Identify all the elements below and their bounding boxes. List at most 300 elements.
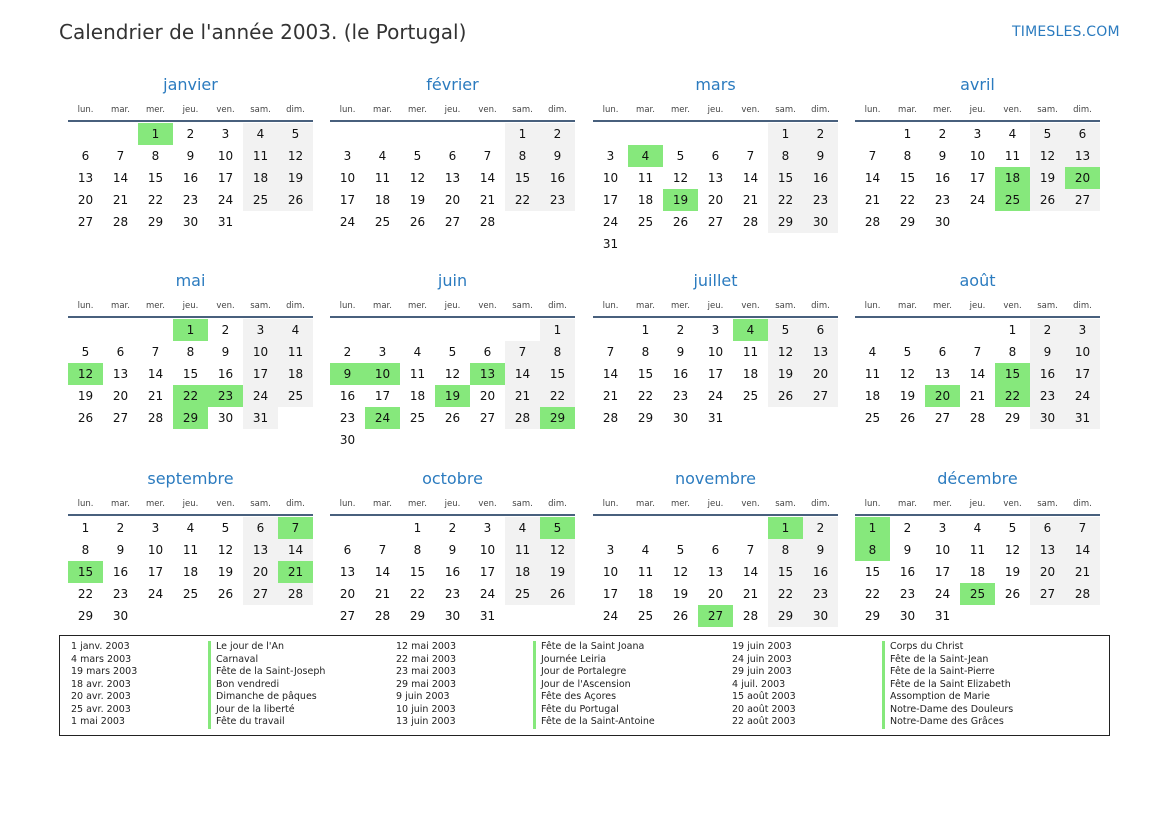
day-cell[interactable]: 7 — [1065, 517, 1100, 539]
day-cell[interactable]: 6 — [711, 543, 720, 557]
day-cell[interactable]: 31 — [217, 215, 234, 229]
day-cell[interactable]: 10 — [602, 565, 619, 579]
holiday-day[interactable]: 20 — [925, 385, 960, 407]
day-cell[interactable]: 16 — [934, 171, 951, 185]
day-cell[interactable]: 4 — [413, 345, 422, 359]
day-cell[interactable]: 17 — [479, 565, 496, 579]
day-cell[interactable]: 27 — [243, 583, 278, 605]
day-cell[interactable]: 8 — [768, 539, 803, 561]
day-cell[interactable]: 16 — [1030, 363, 1065, 385]
day-cell[interactable]: 7 — [973, 345, 982, 359]
holiday-day[interactable]: 19 — [663, 189, 698, 211]
day-cell[interactable]: 7 — [746, 543, 755, 557]
holiday-day[interactable]: 25 — [960, 583, 995, 605]
day-cell[interactable]: 15 — [768, 167, 803, 189]
day-cell[interactable]: 24 — [1065, 385, 1100, 407]
day-cell[interactable]: 1 — [768, 123, 803, 145]
day-cell[interactable]: 6 — [116, 345, 125, 359]
day-cell[interactable]: 18 — [243, 167, 278, 189]
day-cell[interactable]: 30 — [803, 605, 838, 627]
day-cell[interactable]: 22 — [864, 587, 881, 601]
holiday-day[interactable]: 5 — [540, 517, 575, 539]
day-cell[interactable]: 24 — [602, 215, 619, 229]
day-cell[interactable]: 27 — [707, 215, 724, 229]
day-cell[interactable]: 14 — [969, 367, 986, 381]
day-cell[interactable]: 2 — [938, 127, 947, 141]
day-cell[interactable]: 31 — [707, 411, 724, 425]
day-cell[interactable]: 10 — [707, 345, 724, 359]
day-cell[interactable]: 12 — [217, 543, 234, 557]
day-cell[interactable]: 13 — [707, 171, 724, 185]
day-cell[interactable]: 23 — [899, 587, 916, 601]
day-cell[interactable]: 21 — [505, 385, 540, 407]
day-cell[interactable]: 21 — [742, 193, 759, 207]
day-cell[interactable]: 5 — [81, 345, 90, 359]
day-cell[interactable]: 23 — [444, 587, 461, 601]
day-cell[interactable]: 28 — [505, 407, 540, 429]
day-cell[interactable]: 15 — [409, 565, 426, 579]
day-cell[interactable]: 28 — [969, 411, 986, 425]
day-cell[interactable]: 15 — [147, 171, 164, 185]
day-cell[interactable]: 7 — [505, 341, 540, 363]
day-cell[interactable]: 26 — [899, 411, 916, 425]
day-cell[interactable]: 20 — [444, 193, 461, 207]
day-cell[interactable]: 14 — [147, 367, 164, 381]
day-cell[interactable]: 28 — [742, 609, 759, 623]
day-cell[interactable]: 22 — [505, 189, 540, 211]
day-cell[interactable]: 16 — [112, 565, 129, 579]
day-cell[interactable]: 8 — [641, 345, 650, 359]
day-cell[interactable]: 11 — [969, 543, 986, 557]
holiday-day[interactable]: 21 — [278, 561, 313, 583]
day-cell[interactable]: 15 — [637, 367, 654, 381]
day-cell[interactable]: 25 — [637, 215, 654, 229]
day-cell[interactable]: 23 — [112, 587, 129, 601]
day-cell[interactable]: 16 — [899, 565, 916, 579]
holiday-day[interactable]: 10 — [365, 363, 400, 385]
holiday-day[interactable]: 4 — [628, 145, 663, 167]
day-cell[interactable]: 17 — [339, 193, 356, 207]
day-cell[interactable]: 12 — [409, 171, 426, 185]
day-cell[interactable]: 7 — [151, 345, 160, 359]
day-cell[interactable]: 17 — [147, 565, 164, 579]
day-cell[interactable]: 30 — [672, 411, 689, 425]
day-cell[interactable]: 25 — [243, 189, 278, 211]
day-cell[interactable]: 17 — [1065, 363, 1100, 385]
holiday-day[interactable]: 1 — [138, 123, 173, 145]
day-cell[interactable]: 27 — [1065, 189, 1100, 211]
day-cell[interactable]: 24 — [602, 609, 619, 623]
day-cell[interactable]: 17 — [969, 171, 986, 185]
day-cell[interactable]: 5 — [676, 149, 685, 163]
holiday-day[interactable]: 22 — [995, 385, 1030, 407]
day-cell[interactable]: 21 — [374, 587, 391, 601]
day-cell[interactable]: 30 — [182, 215, 199, 229]
day-cell[interactable]: 11 — [864, 367, 881, 381]
day-cell[interactable]: 19 — [278, 167, 313, 189]
day-cell[interactable]: 4 — [378, 149, 387, 163]
day-cell[interactable]: 30 — [899, 609, 916, 623]
day-cell[interactable]: 3 — [606, 149, 615, 163]
day-cell[interactable]: 16 — [444, 565, 461, 579]
day-cell[interactable]: 11 — [374, 171, 391, 185]
day-cell[interactable]: 4 — [243, 123, 278, 145]
holiday-day[interactable]: 20 — [1065, 167, 1100, 189]
day-cell[interactable]: 26 — [540, 583, 575, 605]
day-cell[interactable]: 14 — [602, 367, 619, 381]
day-cell[interactable]: 3 — [1065, 319, 1100, 341]
day-cell[interactable]: 17 — [374, 389, 391, 403]
day-cell[interactable]: 17 — [243, 363, 278, 385]
day-cell[interactable]: 4 — [186, 521, 195, 535]
day-cell[interactable]: 29 — [409, 609, 426, 623]
day-cell[interactable]: 17 — [934, 565, 951, 579]
day-cell[interactable]: 26 — [672, 215, 689, 229]
day-cell[interactable]: 8 — [903, 149, 912, 163]
day-cell[interactable]: 24 — [479, 587, 496, 601]
day-cell[interactable]: 29 — [899, 215, 916, 229]
day-cell[interactable]: 2 — [903, 521, 912, 535]
day-cell[interactable]: 27 — [339, 609, 356, 623]
day-cell[interactable]: 19 — [1030, 167, 1065, 189]
day-cell[interactable]: 12 — [672, 565, 689, 579]
day-cell[interactable]: 14 — [505, 363, 540, 385]
day-cell[interactable]: 5 — [278, 123, 313, 145]
day-cell[interactable]: 7 — [606, 345, 615, 359]
day-cell[interactable]: 31 — [934, 609, 951, 623]
day-cell[interactable]: 21 — [1065, 561, 1100, 583]
day-cell[interactable]: 3 — [938, 521, 947, 535]
day-cell[interactable]: 2 — [540, 123, 575, 145]
day-cell[interactable]: 22 — [540, 385, 575, 407]
day-cell[interactable]: 9 — [186, 149, 195, 163]
day-cell[interactable]: 18 — [637, 193, 654, 207]
day-cell[interactable]: 18 — [637, 587, 654, 601]
day-cell[interactable]: 8 — [186, 345, 195, 359]
day-cell[interactable]: 17 — [217, 171, 234, 185]
holiday-day[interactable]: 7 — [278, 517, 313, 539]
day-cell[interactable]: 13 — [77, 171, 94, 185]
day-cell[interactable]: 22 — [899, 193, 916, 207]
day-cell[interactable]: 14 — [742, 565, 759, 579]
day-cell[interactable]: 19 — [672, 587, 689, 601]
day-cell[interactable]: 19 — [540, 561, 575, 583]
day-cell[interactable]: 4 — [505, 517, 540, 539]
day-cell[interactable]: 7 — [116, 149, 125, 163]
day-cell[interactable]: 6 — [243, 517, 278, 539]
day-cell[interactable]: 10 — [1065, 341, 1100, 363]
day-cell[interactable]: 17 — [602, 587, 619, 601]
day-cell[interactable]: 8 — [413, 543, 422, 557]
day-cell[interactable]: 13 — [444, 171, 461, 185]
day-cell[interactable]: 7 — [378, 543, 387, 557]
day-cell[interactable]: 13 — [1030, 539, 1065, 561]
day-cell[interactable]: 19 — [768, 363, 803, 385]
day-cell[interactable]: 26 — [768, 385, 803, 407]
day-cell[interactable]: 18 — [505, 561, 540, 583]
day-cell[interactable]: 3 — [243, 319, 278, 341]
day-cell[interactable]: 12 — [278, 145, 313, 167]
day-cell[interactable]: 13 — [112, 367, 129, 381]
day-cell[interactable]: 9 — [903, 543, 912, 557]
day-cell[interactable]: 28 — [112, 215, 129, 229]
day-cell[interactable]: 9 — [938, 149, 947, 163]
day-cell[interactable]: 24 — [934, 587, 951, 601]
day-cell[interactable]: 26 — [409, 215, 426, 229]
day-cell[interactable]: 27 — [112, 411, 129, 425]
day-cell[interactable]: 3 — [483, 521, 492, 535]
day-cell[interactable]: 9 — [676, 345, 685, 359]
day-cell[interactable]: 28 — [278, 583, 313, 605]
day-cell[interactable]: 5 — [448, 345, 457, 359]
day-cell[interactable]: 9 — [221, 345, 230, 359]
day-cell[interactable]: 21 — [969, 389, 986, 403]
day-cell[interactable]: 21 — [112, 193, 129, 207]
holiday-day[interactable]: 1 — [768, 517, 803, 539]
holiday-day[interactable]: 15 — [68, 561, 103, 583]
day-cell[interactable]: 18 — [864, 389, 881, 403]
day-cell[interactable]: 28 — [479, 215, 496, 229]
day-cell[interactable]: 22 — [77, 587, 94, 601]
day-cell[interactable]: 6 — [1030, 517, 1065, 539]
day-cell[interactable]: 3 — [606, 543, 615, 557]
day-cell[interactable]: 16 — [672, 367, 689, 381]
day-cell[interactable]: 4 — [278, 319, 313, 341]
day-cell[interactable]: 17 — [602, 193, 619, 207]
day-cell[interactable]: 15 — [182, 367, 199, 381]
day-cell[interactable]: 28 — [742, 215, 759, 229]
day-cell[interactable]: 1 — [641, 323, 650, 337]
day-cell[interactable]: 13 — [243, 539, 278, 561]
day-cell[interactable]: 3 — [711, 323, 720, 337]
day-cell[interactable]: 8 — [151, 149, 160, 163]
day-cell[interactable]: 4 — [973, 521, 982, 535]
day-cell[interactable]: 30 — [112, 609, 129, 623]
day-cell[interactable]: 17 — [707, 367, 724, 381]
day-cell[interactable]: 26 — [444, 411, 461, 425]
day-cell[interactable]: 5 — [1008, 521, 1017, 535]
day-cell[interactable]: 27 — [77, 215, 94, 229]
day-cell[interactable]: 2 — [803, 123, 838, 145]
day-cell[interactable]: 26 — [217, 587, 234, 601]
day-cell[interactable]: 2 — [343, 345, 352, 359]
day-cell[interactable]: 22 — [147, 193, 164, 207]
day-cell[interactable]: 1 — [540, 319, 575, 341]
day-cell[interactable]: 21 — [147, 389, 164, 403]
day-cell[interactable]: 25 — [637, 609, 654, 623]
day-cell[interactable]: 4 — [641, 543, 650, 557]
day-cell[interactable]: 14 — [112, 171, 129, 185]
day-cell[interactable]: 11 — [505, 539, 540, 561]
day-cell[interactable]: 29 — [768, 605, 803, 627]
day-cell[interactable]: 11 — [409, 367, 426, 381]
day-cell[interactable]: 22 — [637, 389, 654, 403]
holiday-day[interactable]: 4 — [733, 319, 768, 341]
day-cell[interactable]: 20 — [243, 561, 278, 583]
day-cell[interactable]: 6 — [938, 345, 947, 359]
day-cell[interactable]: 24 — [243, 385, 278, 407]
day-cell[interactable]: 25 — [278, 385, 313, 407]
day-cell[interactable]: 7 — [483, 149, 492, 163]
day-cell[interactable]: 6 — [1065, 123, 1100, 145]
day-cell[interactable]: 26 — [1030, 189, 1065, 211]
day-cell[interactable]: 21 — [479, 193, 496, 207]
day-cell[interactable]: 16 — [803, 167, 838, 189]
day-cell[interactable]: 14 — [374, 565, 391, 579]
day-cell[interactable]: 25 — [864, 411, 881, 425]
day-cell[interactable]: 8 — [768, 145, 803, 167]
day-cell[interactable]: 28 — [864, 215, 881, 229]
day-cell[interactable]: 28 — [374, 609, 391, 623]
day-cell[interactable]: 30 — [934, 215, 951, 229]
day-cell[interactable]: 24 — [217, 193, 234, 207]
day-cell[interactable]: 30 — [444, 609, 461, 623]
day-cell[interactable]: 2 — [221, 323, 230, 337]
day-cell[interactable]: 25 — [374, 215, 391, 229]
day-cell[interactable]: 3 — [221, 127, 230, 141]
day-cell[interactable]: 22 — [768, 583, 803, 605]
day-cell[interactable]: 7 — [746, 149, 755, 163]
day-cell[interactable]: 29 — [864, 609, 881, 623]
day-cell[interactable]: 10 — [934, 543, 951, 557]
day-cell[interactable]: 23 — [934, 193, 951, 207]
day-cell[interactable]: 10 — [147, 543, 164, 557]
day-cell[interactable]: 30 — [217, 411, 234, 425]
day-cell[interactable]: 23 — [182, 193, 199, 207]
day-cell[interactable]: 15 — [864, 565, 881, 579]
day-cell[interactable]: 28 — [147, 411, 164, 425]
holiday-day[interactable]: 9 — [330, 363, 365, 385]
day-cell[interactable]: 5 — [903, 345, 912, 359]
day-cell[interactable]: 1 — [505, 123, 540, 145]
holiday-day[interactable]: 25 — [995, 189, 1030, 211]
day-cell[interactable]: 12 — [444, 367, 461, 381]
day-cell[interactable]: 19 — [899, 389, 916, 403]
day-cell[interactable]: 16 — [182, 171, 199, 185]
day-cell[interactable]: 10 — [602, 171, 619, 185]
day-cell[interactable]: 6 — [448, 149, 457, 163]
day-cell[interactable]: 14 — [1065, 539, 1100, 561]
day-cell[interactable]: 11 — [1004, 149, 1021, 163]
day-cell[interactable]: 9 — [116, 543, 125, 557]
day-cell[interactable]: 21 — [742, 587, 759, 601]
day-cell[interactable]: 20 — [803, 363, 838, 385]
holiday-day[interactable]: 24 — [365, 407, 400, 429]
day-cell[interactable]: 16 — [339, 389, 356, 403]
day-cell[interactable]: 25 — [409, 411, 426, 425]
day-cell[interactable]: 29 — [147, 215, 164, 229]
day-cell[interactable]: 18 — [969, 565, 986, 579]
day-cell[interactable]: 3 — [378, 345, 387, 359]
day-cell[interactable]: 23 — [540, 189, 575, 211]
day-cell[interactable]: 12 — [768, 341, 803, 363]
day-cell[interactable]: 31 — [602, 237, 619, 251]
day-cell[interactable]: 8 — [540, 341, 575, 363]
day-cell[interactable]: 15 — [540, 363, 575, 385]
day-cell[interactable]: 24 — [707, 389, 724, 403]
day-cell[interactable]: 13 — [803, 341, 838, 363]
day-cell[interactable]: 31 — [1065, 407, 1100, 429]
day-cell[interactable]: 1 — [413, 521, 422, 535]
day-cell[interactable]: 12 — [672, 171, 689, 185]
day-cell[interactable]: 13 — [339, 565, 356, 579]
day-cell[interactable]: 25 — [182, 587, 199, 601]
day-cell[interactable]: 13 — [934, 367, 951, 381]
day-cell[interactable]: 14 — [742, 171, 759, 185]
day-cell[interactable]: 31 — [243, 407, 278, 429]
day-cell[interactable]: 9 — [540, 145, 575, 167]
day-cell[interactable]: 15 — [505, 167, 540, 189]
day-cell[interactable]: 14 — [479, 171, 496, 185]
day-cell[interactable]: 18 — [409, 389, 426, 403]
day-cell[interactable]: 16 — [803, 561, 838, 583]
day-cell[interactable]: 5 — [221, 521, 230, 535]
day-cell[interactable]: 5 — [768, 319, 803, 341]
day-cell[interactable]: 27 — [1030, 583, 1065, 605]
brand-link[interactable]: TIMESLES.COM — [1012, 24, 1120, 40]
day-cell[interactable]: 27 — [934, 411, 951, 425]
day-cell[interactable]: 10 — [217, 149, 234, 163]
holiday-day[interactable]: 23 — [208, 385, 243, 407]
day-cell[interactable]: 2 — [186, 127, 195, 141]
day-cell[interactable]: 22 — [409, 587, 426, 601]
day-cell[interactable]: 1 — [81, 521, 90, 535]
day-cell[interactable]: 27 — [803, 385, 838, 407]
day-cell[interactable]: 23 — [339, 411, 356, 425]
day-cell[interactable]: 26 — [1004, 587, 1021, 601]
day-cell[interactable]: 31 — [479, 609, 496, 623]
day-cell[interactable]: 19 — [1004, 565, 1021, 579]
day-cell[interactable]: 6 — [803, 319, 838, 341]
day-cell[interactable]: 9 — [803, 539, 838, 561]
day-cell[interactable]: 11 — [278, 341, 313, 363]
day-cell[interactable]: 23 — [803, 189, 838, 211]
day-cell[interactable]: 12 — [1004, 543, 1021, 557]
day-cell[interactable]: 14 — [278, 539, 313, 561]
day-cell[interactable]: 1 — [903, 127, 912, 141]
day-cell[interactable]: 29 — [637, 411, 654, 425]
day-cell[interactable]: 25 — [505, 583, 540, 605]
day-cell[interactable]: 9 — [803, 145, 838, 167]
day-cell[interactable]: 19 — [217, 565, 234, 579]
day-cell[interactable]: 26 — [77, 411, 94, 425]
day-cell[interactable]: 18 — [182, 565, 199, 579]
day-cell[interactable]: 4 — [1008, 127, 1017, 141]
day-cell[interactable]: 18 — [374, 193, 391, 207]
day-cell[interactable]: 13 — [707, 565, 724, 579]
day-cell[interactable]: 30 — [803, 211, 838, 233]
day-cell[interactable]: 23 — [1030, 385, 1065, 407]
day-cell[interactable]: 21 — [864, 193, 881, 207]
day-cell[interactable]: 6 — [711, 149, 720, 163]
day-cell[interactable]: 23 — [803, 583, 838, 605]
holiday-day[interactable]: 13 — [470, 363, 505, 385]
day-cell[interactable]: 15 — [899, 171, 916, 185]
holiday-day[interactable]: 22 — [173, 385, 208, 407]
day-cell[interactable]: 24 — [147, 587, 164, 601]
day-cell[interactable]: 19 — [409, 193, 426, 207]
day-cell[interactable]: 11 — [637, 565, 654, 579]
day-cell[interactable]: 1 — [1008, 323, 1017, 337]
day-cell[interactable]: 8 — [1008, 345, 1017, 359]
day-cell[interactable]: 7 — [868, 149, 877, 163]
day-cell[interactable]: 5 — [1030, 123, 1065, 145]
day-cell[interactable]: 26 — [672, 609, 689, 623]
holiday-day[interactable]: 29 — [173, 407, 208, 429]
day-cell[interactable]: 2 — [448, 521, 457, 535]
day-cell[interactable]: 10 — [479, 543, 496, 557]
holiday-day[interactable]: 29 — [540, 407, 575, 429]
